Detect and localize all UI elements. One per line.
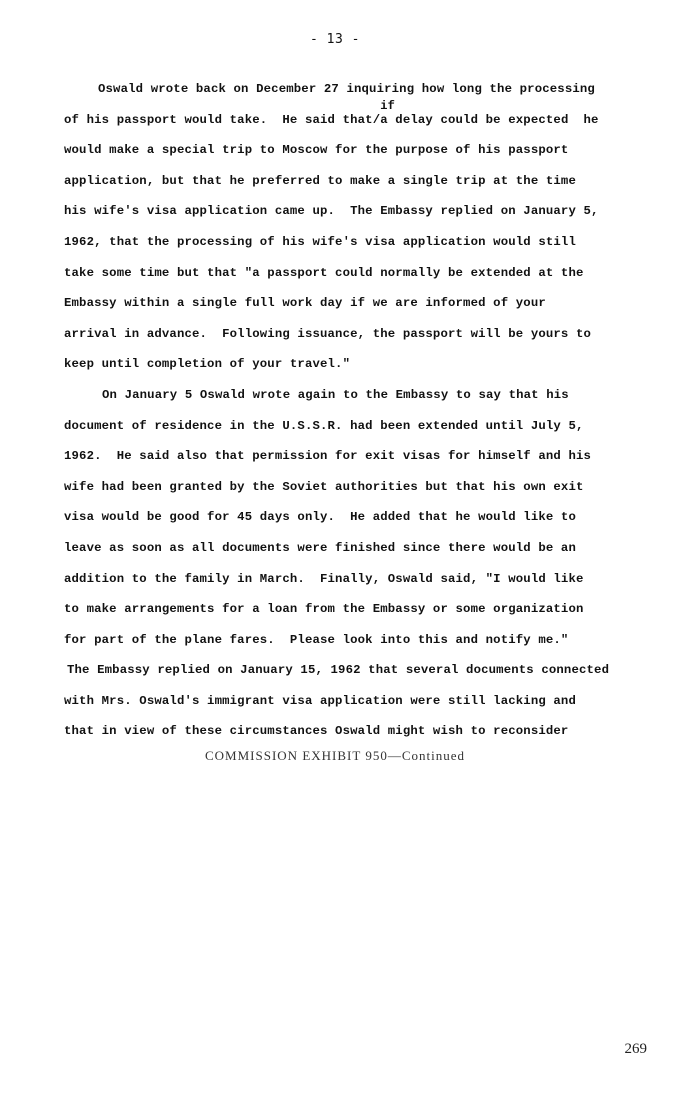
text-line: 1962, that the processing of his wife's visa application would still bbox=[64, 234, 576, 249]
text-line: arrival in advance. Following issuance, the passport will be yours to bbox=[64, 326, 592, 341]
text-segment: of his passport would take. He said that/ bbox=[64, 112, 381, 127]
text-line: Oswald wrote back on December 27 inquiring how long the processing bbox=[98, 82, 595, 96]
page-marker: - 13 - bbox=[310, 32, 360, 47]
exhibit-caption: COMMISSION EXHIBIT 950—Continued bbox=[205, 748, 465, 763]
text-line: Embassy within a single full work day if we are informed of your bbox=[64, 296, 546, 311]
insertion-text: if bbox=[380, 98, 395, 113]
text-line: On January 5 Oswald wrote again to the Embassy to say that his bbox=[102, 387, 569, 402]
text-line: his wife's visa application came up. The Embassy replied on January 5, bbox=[64, 204, 599, 219]
text-line: 1962. He said also that permission for exit visas for himself and his bbox=[64, 449, 592, 464]
text-line bbox=[64, 98, 624, 136]
text-line: leave as soon as all documents were finished since there would be an bbox=[64, 540, 576, 555]
text-line: for part of the plane fares. Please look into this and notify me." bbox=[64, 632, 569, 647]
text-segment: a delay could be expected he bbox=[380, 112, 599, 127]
text-line: addition to the family in March. Finally, Oswald said, "I would like bbox=[64, 571, 584, 586]
text-line: wife had been granted by the Soviet authorities but that his own exit bbox=[64, 479, 584, 494]
text-line: with Mrs. Oswald's immigrant visa application were still lacking and bbox=[64, 693, 576, 708]
page-number: 269 bbox=[624, 1041, 647, 1057]
text-line: to make arrangements for a loan from the Embassy or some organization bbox=[64, 602, 584, 617]
text-line: keep until completion of your travel." bbox=[64, 357, 351, 372]
text-line: The Embassy replied on January 15, 1962 that several documents connected bbox=[67, 663, 610, 678]
document-body bbox=[64, 74, 624, 747]
handwritten-insertion bbox=[380, 98, 599, 127]
text-line: that in view of these circumstances Oswald might wish to reconsider bbox=[64, 724, 569, 739]
text-line: document of residence in the U.S.S.R. had been extended until July 5, bbox=[64, 418, 584, 433]
text-line: application, but that he preferred to make a single trip at the time bbox=[64, 173, 576, 188]
text-line: would make a special trip to Moscow for the purpose of his passport bbox=[64, 143, 569, 158]
text-line: take some time but that "a passport could normally be extended at the bbox=[64, 265, 584, 280]
text-line: visa would be good for 45 days only. He added that he would like to bbox=[64, 510, 576, 525]
